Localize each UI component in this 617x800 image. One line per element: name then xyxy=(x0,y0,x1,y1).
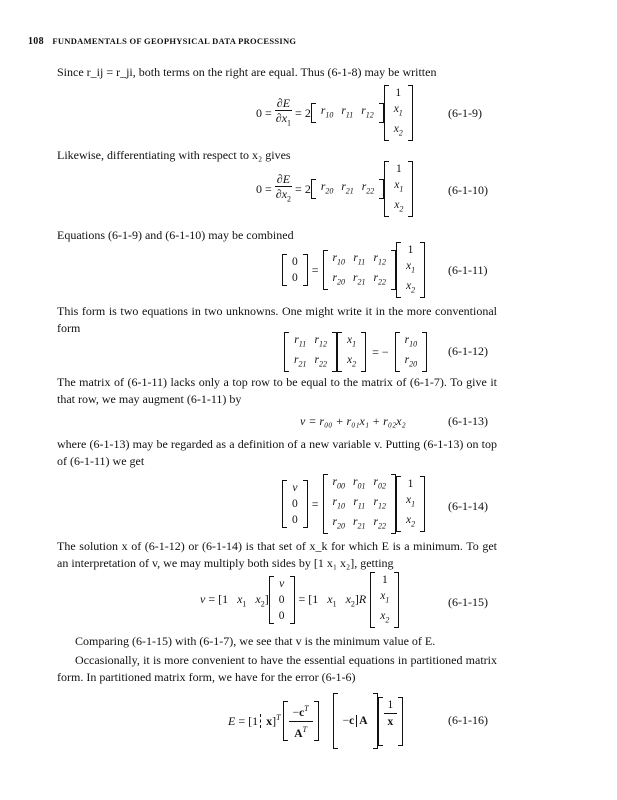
paragraph-2: Likewise, differentiating with respect to x₂ gives xyxy=(57,148,291,162)
running-title: FUNDAMENTALS OF GEOPHYSICAL DATA PROCESSING xyxy=(52,36,297,46)
equation-number: (6-1-15) xyxy=(448,595,488,609)
equation-number: (6-1-9) xyxy=(448,106,482,120)
equation-number: (6-1-10) xyxy=(448,183,488,197)
paragraph-1: Since r_ij = r_ji, both terms on the right are equal. Thus (6-1-8) may be written xyxy=(57,65,437,79)
equation-number: (6-1-16) xyxy=(448,713,488,727)
paragraph-4: This form is two equations in two unknowns. One might write it in the more conventional form xyxy=(57,304,497,335)
equation-6-1-12: $r_{11}$ $r_{12}$ $r_{21}$ $r_{22}$ $x_1$ $x_2$ = − $r_{10}$ $r_{20}$ xyxy=(284,332,427,372)
paragraph-6: where (6-1-13) may be regarded as a definition of a new variable v. Putting (6-1-13) on top of (6-1-11) we get xyxy=(57,437,497,468)
equation-number: (6-1-13) xyxy=(448,414,488,428)
equation-6-1-13: v = r₀₀ + r₀₁x₁ + r₀₂x₂ xyxy=(300,414,406,428)
equation-6-1-10: 0 = $\frac{\partial E}{\partial x_2}$ = 2 $r_{20}$ $r_{21}$ $r_{22}$ 1 $x_1$ $x_2$ xyxy=(256,163,413,215)
paragraph-8: Comparing (6-1-15) with (6-1-7), we see that v is the minimum value of E. xyxy=(75,634,436,648)
equation-6-1-11: 0 0 = $r_{10}$ $r_{11}$ $r_{12}$ $r_{20}$ $r_{21}$ $r_{22}$ 1 $x_1$ $x_2$ xyxy=(282,244,425,296)
equation-6-1-15: v = [1 $x_1$ $x_2$] v 0 0 = [1 $x_1$ $x_2]R$ 1 $x_1$ $x_2$ xyxy=(200,574,399,626)
equation-6-1-14: v 0 0 = $r_{00}$ $r_{01}$ $r_{02}$ $r_{10}$ $r_{11}$ $r_{12}$ $r_{20}$ $r_{21}$ $r_{22}$ 1 $x_1$ $x_2$ xyxy=(282,478,425,530)
equation-number: (6-1-14) xyxy=(448,499,488,513)
running-header xyxy=(28,36,296,47)
paragraph-9: Occasionally, it is more convenient to have the essential equations in partitioned matrix form. In partitioned matrix form, we have for the error (6-1-6) xyxy=(57,653,497,684)
paragraph-5: The matrix of (6-1-11) lacks only a top row to be equal to the matrix of (6-1-7). To give it that row, we may augment (6-1-11) by xyxy=(57,375,497,406)
equation-6-1-9: 0 = $\frac{\partial E}{\partial x_1}$ = 2 $r_{10}$ $r_{11}$ $r_{12}$ 1 $x_1$ $x_2$ xyxy=(256,88,413,138)
page-number: 108 xyxy=(28,36,44,47)
paragraph-3: Equations (6-1-9) and (6-1-10) may be combined xyxy=(57,228,294,242)
equation-number: (6-1-11) xyxy=(448,263,488,277)
paragraph-7: The solution x of (6-1-12) or (6-1-14) is that set of x_k for which E is a minimum. To get an interpretation of v, we may multiply both sides by [1 x₁ x₂], getting xyxy=(57,539,497,570)
equation-number: (6-1-12) xyxy=(448,344,488,358)
equation-6-1-16: E = [1 x]$^T$ $-c^T$ $A^T$ −c A 1 x xyxy=(228,690,403,752)
